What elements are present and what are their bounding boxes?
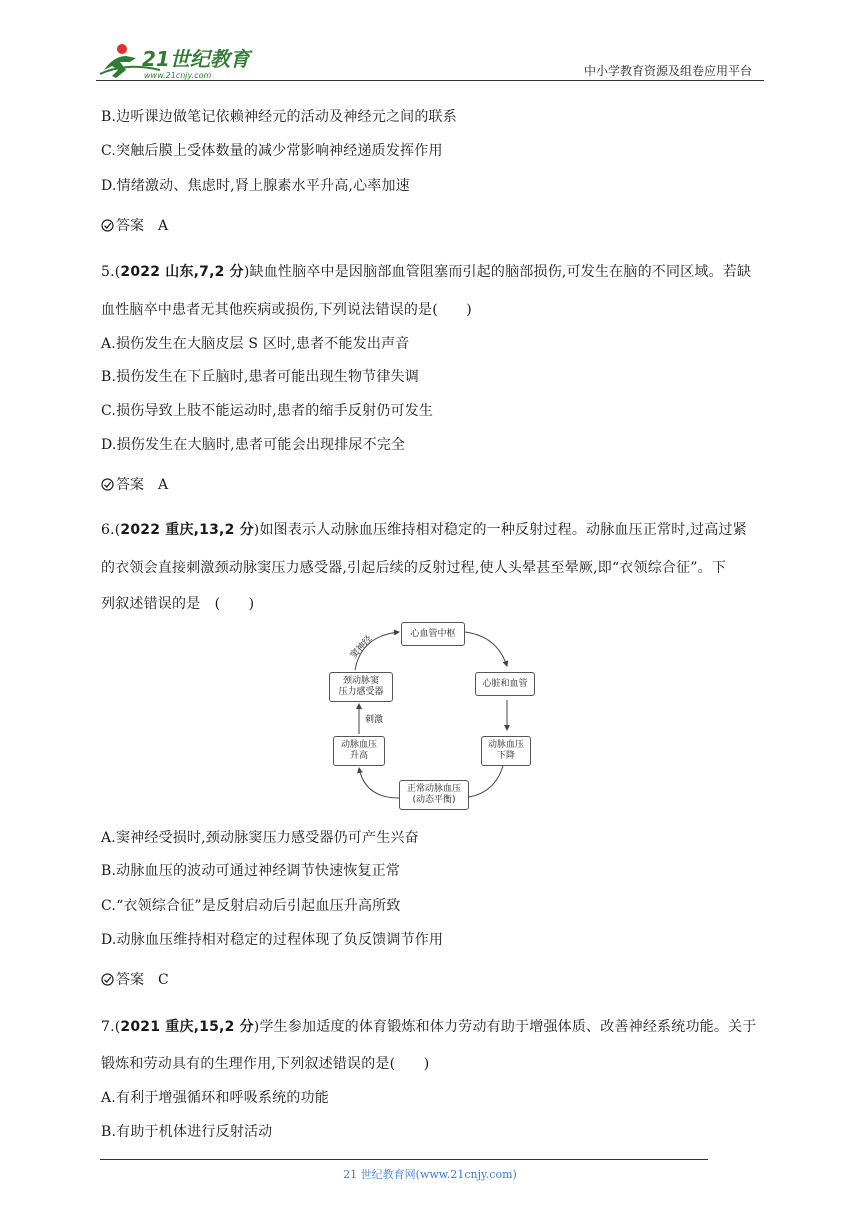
answer-check-icon (101, 973, 114, 986)
q4-answer (101, 215, 168, 235)
answer-check-icon (101, 478, 114, 491)
label-sinus-nerve: 窦神经 (348, 634, 375, 661)
q4-option-b: B.边听课边做笔记依赖神经元的活动及神经元之间的联系 (101, 109, 457, 125)
footer-link[interactable]: 21 世纪教育网(www.21cnjy.com) (343, 1168, 517, 1181)
platform-name: 中小学教育资源及组卷应用平台 (583, 64, 752, 78)
answer-value: A (158, 218, 169, 234)
answer-value: A (158, 477, 169, 493)
q7-option-b: B.有助于机体进行反射活动 (101, 1124, 273, 1140)
answer-check-icon (101, 219, 114, 232)
q6-answer (101, 969, 169, 989)
answer-value: C (158, 972, 169, 988)
svg-text:21世纪教育: 21世纪教育 (142, 47, 250, 71)
q6-option-b: B.动脉血压的波动可通过神经调节快速恢复正常 (101, 863, 401, 879)
q7-source: 2021 重庆,15,2 分 (120, 1019, 254, 1035)
q6-option-d: D.动脉血压维持相对稳定的过程体现了负反馈调节作用 (101, 932, 444, 948)
node-carotid-baroreceptor: 颈动脉窦 压力感受器 (329, 672, 393, 702)
header-divider (96, 80, 764, 81)
answer-label: 答案 (116, 218, 144, 234)
q6-stem-line-1: 6.(2022 重庆,13,2 分)如图表示人动脉血压维持相对稳定的一种反射过程。动脉血压正常时,过高过紧 (101, 522, 747, 538)
q5-stem-line-1: 5.(2022 山东,7,2 分)缺血性脑卒中是因脑部血管阻塞而引起的脑部损伤,可发生在脑的不同区域。若缺 (101, 264, 752, 280)
q5-option-c: C.损伤导致上肢不能运动时,患者的缩手反射仍可发生 (101, 403, 434, 419)
answer-label: 答案 (116, 477, 144, 493)
blood-pressure-reflex-diagram (325, 618, 535, 808)
label-stimulus: 刺激 (365, 715, 384, 725)
q5-source: 2022 山东,7,2 分 (120, 264, 244, 280)
q4-option-c: C.突触后膜上受体数量的减少常影响神经递质发挥作用 (101, 143, 443, 159)
site-logo (96, 40, 266, 82)
q7-stem-line-1: 7.(2021 重庆,15,2 分)学生参加适度的体育锻炼和体力劳动有助于增强体质、改善神经系统功能。关于 (101, 1019, 757, 1035)
q5-option-a: A.损伤发生在大脑皮层 S 区时,患者不能发出声音 (101, 336, 410, 352)
q5-answer (101, 474, 168, 494)
node-cardiovascular-center: 心血管中枢 (401, 622, 465, 646)
q7-stem-line-2: 锻炼和劳动具有的生理作用,下列叙述错误的是( ) (101, 1056, 430, 1072)
q6-stem-line-2: 的衣领会直接刺激颈动脉窦压力感受器,引起后续的反射过程,使人头晕甚至晕厥,即“衣领综合征”。下 (101, 560, 727, 576)
q6-option-c: C.“衣领综合征”是反射启动后引起血压升高所致 (101, 898, 401, 914)
q6-option-a: A.窦神经受损时,颈动脉窦压力感受器仍可产生兴奋 (101, 830, 419, 846)
answer-label: 答案 (116, 972, 144, 988)
q5-option-b: B.损伤发生在下丘脑时,患者可能出现生物节律失调 (101, 369, 419, 385)
q5-stem-line-2: 血性脑卒中患者无其他疾病或损伤,下列说法错误的是( ) (101, 302, 472, 318)
node-heart-and-vessels: 心脏和血管 (475, 672, 535, 696)
q6-source: 2022 重庆,13,2 分 (120, 522, 254, 538)
footer-divider (100, 1159, 708, 1160)
node-normal-pressure: 正常动脉血压 (动态平衡) (399, 780, 469, 810)
node-pressure-drop: 动脉血压 下降 (481, 736, 531, 766)
svg-text:www.21cnjy.com: www.21cnjy.com (144, 71, 212, 80)
q7-option-a: A.有利于增强循环和呼吸系统的功能 (101, 1090, 329, 1106)
node-pressure-rise: 动脉血压 升高 (333, 736, 385, 766)
q4-option-d: D.情绪激动、焦虑时,肾上腺素水平升高,心率加速 (101, 178, 410, 194)
q5-option-d: D.损伤发生在大脑时,患者可能会出现排尿不完全 (101, 437, 406, 453)
q6-stem-line-3: 列叙述错误的是 ( ) (101, 596, 255, 612)
